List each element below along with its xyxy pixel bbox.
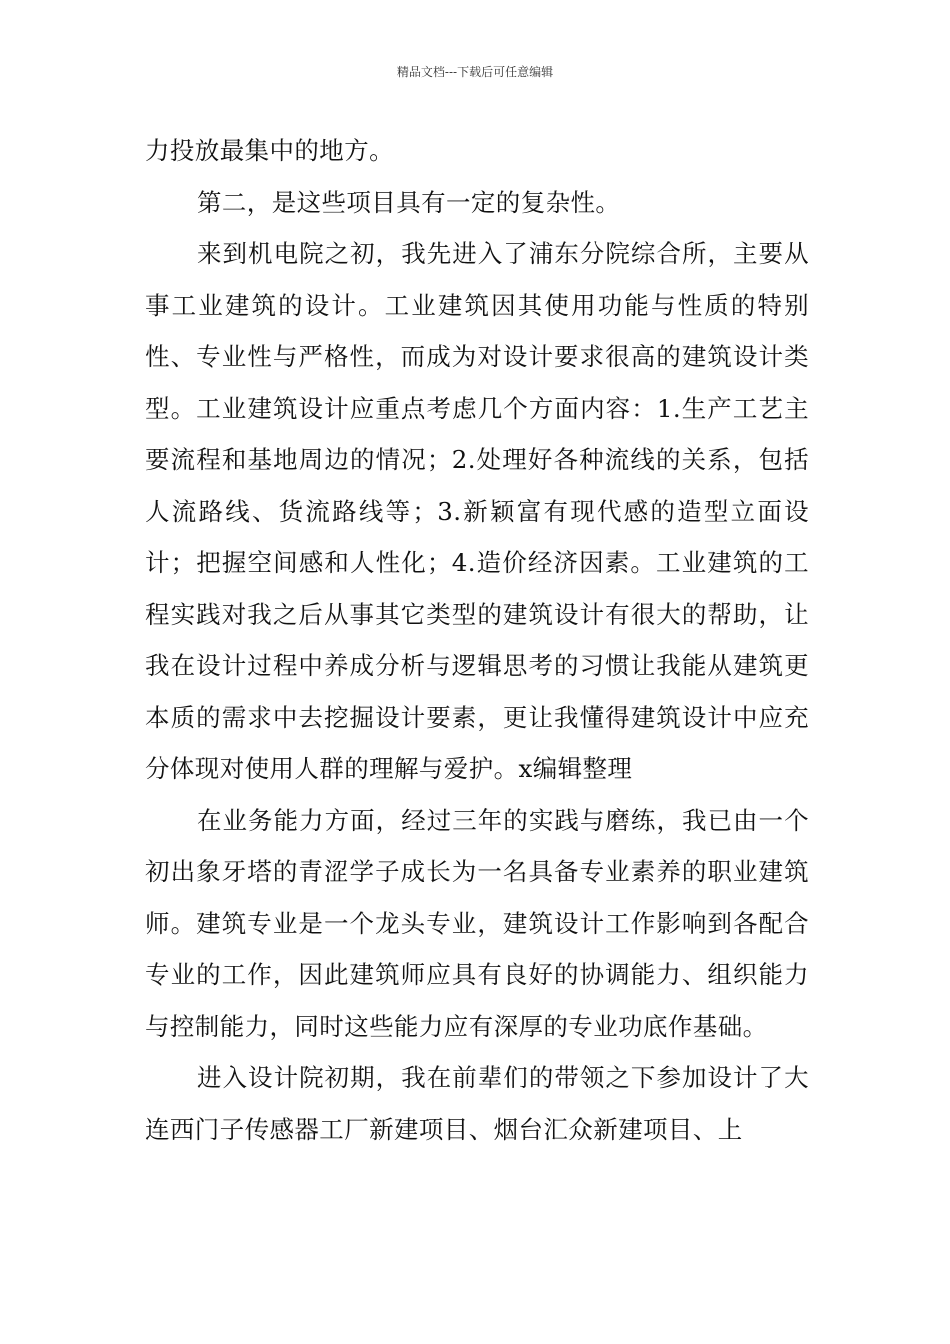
paragraph-continuation: 力投放最集中的地方。 <box>145 136 394 165</box>
page-header: 精品文档---下载后可任意编辑 <box>396 65 554 79</box>
body-text <box>145 125 809 1155</box>
paragraph-early-projects: 进入设计院初期，我在前辈们的带领之下参加设计了大连西门子传感器工厂新建项目、烟台汇众新建项目、上 <box>145 1063 809 1144</box>
paragraph-industrial-design: 来到机电院之初，我先进入了浦东分院综合所，主要从事工业建筑的设计。工业建筑因其使用功能与性质的特别性、专业性与严格性，而成为对设计要求很高的建筑设计类型。工业建筑设计应重点考虑几个方面内容：1.生产工艺主要流程和基地周边的情况；2.处理好各种流线的关系，包括人流路线、货流路线等；3.新颖富有现代感的造型立面设计；把握空间感和人性化；4.造价经济因素。工业建筑的工程实践对我之后从事其它类型的建筑设计有很大的帮助，让我在设计过程中养成分析与逻辑思考的习惯让我能从建筑更本质的需求中去挖掘设计要素，更让我懂得建筑设计中应充分体现对使用人群的理解与爱护。x编辑整理 <box>145 239 809 783</box>
paragraph-professional-ability: 在业务能力方面，经过三年的实践与磨练，我已由一个初出象牙塔的青涩学子成长为一名具备专业素养的职业建筑师。建筑专业是一个龙头专业，建筑设计工作影响到各配合专业的工作，因此建筑师应具有良好的协调能力、组织能力与控制能力，同时这些能力应有深厚的专业功底作基础。 <box>145 805 809 1041</box>
paragraph-second-point: 第二，是这些项目具有一定的复杂性。 <box>197 187 621 217</box>
